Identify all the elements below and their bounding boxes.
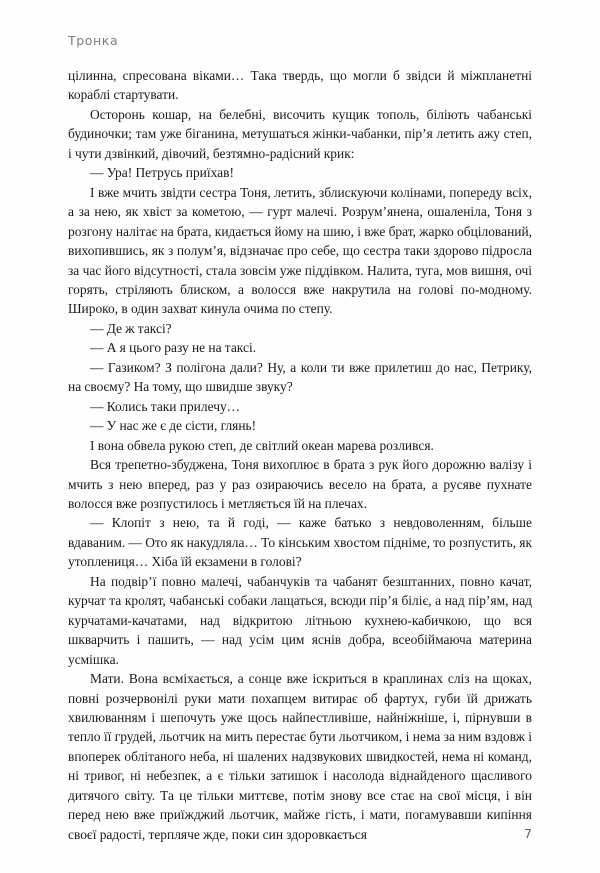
paragraph: Вся трепетно-збуджена, Тоня вихоплює в брата з рук його дорожню валізу і мчить з нею вперед, раз у раз озираючись весело на брата, а русяве пухнате волосся вже розпустилось і метляється їй на плечах. (68, 457, 532, 511)
paragraph: На подвір’ї повно малечі, чабанчуків та чабанят безштанних, повно качат, курчат та кролят, чабанські собаки лащаться, всюди пір’я біліє, а над пір’ям, над курчатами-качатами, над відкритою літньою кухнею-кабичкою, що вся шкварчить і пашить, — над усім цим яснів добра, всеобіймаюча материна усмішка. (68, 573, 532, 667)
paragraph: Мати. Вона всміхається, а сонце вже іскриться в краплинах сліз на щоках, повні розчервонілі руки мати похапцем витирає об фартух, губи їй дрижать хвилюванням і шепочуть уже щось найпестливіше, найніжніше, і, пірнувши в тепло її грудей, льотчик на мить перестає бути льотчиком, і нема за ним вздовж і впоперек облітаного неба, ні шалених надзвукових швидкостей, нема ні команд, ні тривог, ні небезпек, а є тільки затишок і насолода віднайденого щасливого дитячого світу. Та це тільки миттєве, потім знову все стає на свої місця, і він перед нею вже приїжджий льотчик, майже гість, і мати, погамувавши кипіння своєї радості, терпляче жде, поки син здоровкається (68, 671, 532, 842)
dialogue-line: — А я цього разу не на таксі. (90, 340, 257, 356)
dialogue-line: — Газиком? З полігона дали? Ну, а коли ти вже прилетиш до нас, Петрику, на своєму? На тому, що швидше звуку? (68, 359, 532, 395)
body-text-block (68, 66, 532, 844)
page-number: 7 (524, 826, 532, 841)
dialogue-line: — Де ж таксі? (90, 320, 172, 336)
dialogue-line: — Ура! Петрусь приїхав! (90, 165, 234, 181)
dialogue-line: — Клопіт з нею, та й годі, — каже батько з невдоволенням, більше вдаваним. — Ото як накудляла… То кінським хвостом підніме, то розпустить, як утоплениця… Хіба їй екзамени в голові? (68, 515, 532, 570)
dialogue-line: — У нас же є де сісти, глянь! (90, 418, 257, 434)
dialogue-line: — Колись таки прилечу… (90, 398, 241, 414)
paragraph: цілинна, спресована віками… Така твердь, що могли б звідси й міжпланетні кораблі стартувати. (68, 68, 532, 103)
paragraph: І вже мчить звідти сестра Тоня, летить, зблискуючи колінами, попереду всіх, а за нею, як хвіст за кометою, — гурт малечі. Розрум’янена, ошаленіла, Тоня з розгону налітає на брата, кидається йому на шию, і вже брат, жарко обцілований, вихопившись, як з полум’я, відзначає про себе, що сестра таки здорово підросла за час його відсутності, стала зовсім уже піддівком. Налита, туга, мов вишня, очі горять, стріляють блиском, а волосся вже накрутила на голові по-модному. Широко, в один захват кинула очима по степу. (68, 184, 532, 317)
paragraph: І вона обвела рукою степ, де світлий океан марева розлився. (90, 437, 434, 453)
running-header-title: Тронка (68, 33, 119, 48)
paragraph: Осторонь кошар, на белебні, височить кущик тополь, біліють чабанські будиночки; там уже біганина, метушаться жінки-чабанки, пір’я летить ажу степ, і чути дзвінкий, дівочий, безтямно-радісний крик: (68, 106, 532, 161)
